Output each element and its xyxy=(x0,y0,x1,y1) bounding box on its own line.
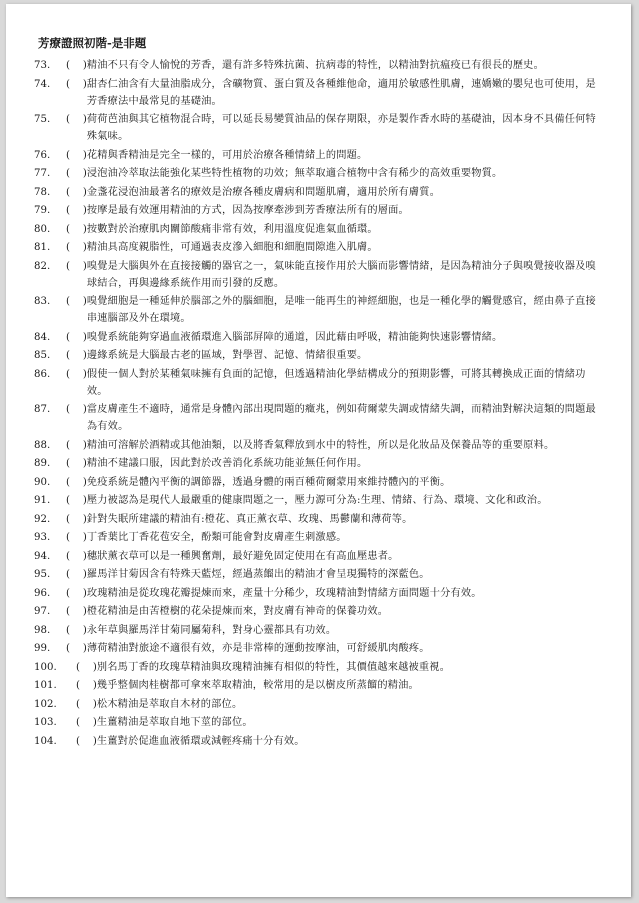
question-text: 嗅覺系統能夠穿過血液循環進入腦部屏障的通道，因此藉由呼吸，精油能夠快速影響情緒。 xyxy=(86,331,503,343)
answer-blank: ( ) xyxy=(66,404,87,415)
question-item xyxy=(34,437,601,454)
answer-blank: ( ) xyxy=(66,296,87,307)
question-number: 83. xyxy=(34,296,51,307)
answer-blank: ( ) xyxy=(66,60,87,71)
question-number: 103. xyxy=(34,717,57,728)
question-number: 95. xyxy=(34,569,51,580)
question-item xyxy=(34,696,601,713)
question-item xyxy=(34,529,601,546)
answer-blank: ( ) xyxy=(76,735,97,747)
question-text: 精油不建議口服，因此對於改善消化系統功能並無任何作用。 xyxy=(86,458,368,469)
question-item xyxy=(34,76,601,110)
question-text: 薄荷精油對旅途不適很有效，亦是非常棒的運動按摩油，可舒緩肌肉酸疼。 xyxy=(86,643,430,654)
answer-blank: ( ) xyxy=(66,606,87,617)
question-text: 羅馬洋甘菊因含有特殊天藍烴，經過蒸餾出的精油才會呈現獨特的深藍色。 xyxy=(86,569,430,580)
question-text: 精油不只有令人愉悅的芳香，還有許多特殊抗菌、抗病毒的特性，以精油對抗瘟疫已有很長的歷史。 xyxy=(86,60,544,71)
question-number: 97. xyxy=(34,606,51,617)
answer-blank: ( ) xyxy=(66,624,87,636)
question-item xyxy=(34,221,601,238)
answer-blank: ( ) xyxy=(66,149,87,161)
question-number: 84. xyxy=(34,331,51,343)
question-text: 永年草與羅馬洋甘菊同屬菊科，對身心靈都具有功效。 xyxy=(86,624,337,636)
question-number: 89. xyxy=(34,458,51,469)
answer-blank: ( ) xyxy=(66,168,87,179)
question-item xyxy=(34,733,601,750)
answer-blank: ( ) xyxy=(76,717,97,728)
question-text: 按數對於治療肌肉關節酸痛非常有效，利用溫度促進氣血循環。 xyxy=(86,223,378,235)
question-text: 松木精油是萃取自木材的部位。 xyxy=(96,698,243,710)
question-item xyxy=(34,366,601,400)
question-text: 按摩是最有效運用精油的方式，因為按摩牽涉到芳香療法所有的層面。 xyxy=(86,205,409,216)
document-title: 芳療證照初階-是非題 xyxy=(38,36,147,50)
answer-blank: ( ) xyxy=(66,205,87,216)
question-number: 85. xyxy=(34,350,51,361)
question-item xyxy=(34,184,601,201)
question-item xyxy=(34,401,601,435)
question-item xyxy=(34,111,601,145)
question-item xyxy=(34,659,601,676)
question-text: 穗狀薰衣草可以是一種興奮劑，最好避免固定使用在有高血壓患者。 xyxy=(86,550,399,562)
question-text: 浸泡油冷萃取法能強化某些特性植物的功效；無萃取適合植物中含有稀少的高效重要物質。 xyxy=(86,168,503,179)
question-text: 精油具高度親脂性，可通過表皮滲入細胞和細胞間隙進入肌膚。 xyxy=(86,242,378,253)
question-item xyxy=(34,455,601,472)
question-number: 80. xyxy=(34,223,51,235)
question-text: 生薑對於促進血液循環或減輕疼痛十分有效。 xyxy=(96,735,305,747)
question-number: 87. xyxy=(34,404,51,415)
question-number: 86. xyxy=(34,368,51,380)
question-text: 生薑精油是萃取自地下莖的部位。 xyxy=(96,717,253,728)
question-item xyxy=(34,293,601,327)
question-number: 78. xyxy=(34,186,51,198)
answer-blank: ( ) xyxy=(66,368,87,380)
question-text: 假使一個人對於某種氣味擁有負面的記憶，但透過精油化學結構成分的預期影響，可將其轉換成正面的情緒功效。 xyxy=(86,368,586,397)
document-page xyxy=(6,4,631,897)
question-number: 73. xyxy=(34,60,51,71)
question-list xyxy=(34,57,601,750)
answer-blank: ( ) xyxy=(66,643,87,654)
answer-blank: ( ) xyxy=(66,223,87,235)
question-text: 別名馬丁香的玫瑰草精油與玫瑰精油擁有相似的特性，其價值越來越被重視。 xyxy=(96,661,451,673)
question-item xyxy=(34,548,601,565)
question-number: 99. xyxy=(34,643,51,654)
question-text: 免疫系統是體內平衡的調節器，透過身體的兩百種荷爾蒙用來維持體內的平衡。 xyxy=(86,476,451,488)
question-number: 96. xyxy=(34,587,51,599)
question-text: 甜杏仁油含有大量油脂成分，含礦物質、蛋白質及各種維他命，適用於敏感性肌膚，連嬌嫩的嬰兒也可使用，是芳香療法中最常見的基礎油。 xyxy=(86,78,596,107)
question-number: 74. xyxy=(34,78,51,90)
question-item xyxy=(34,347,601,364)
question-number: 82. xyxy=(34,260,51,272)
answer-blank: ( ) xyxy=(66,587,87,599)
question-text: 精油可溶解於酒精或其他油類，以及將香氣釋放到水中的特性，所以是化妝品及保養品等的重要原料。 xyxy=(86,439,555,451)
question-number: 81. xyxy=(34,242,51,253)
question-text: 花精與香精油是完全一樣的，可用於治療各種情緒上的問題。 xyxy=(86,149,368,161)
question-text: 丁香葉比丁香花苞安全，酚類可能會對皮膚產生刺激感。 xyxy=(86,532,347,543)
question-text: 壓力被認為是現代人最嚴重的健康問題之一，壓力源可分為:生理、情緒、行為、環境、文化和政治。 xyxy=(86,495,548,506)
question-item xyxy=(34,511,601,528)
question-number: 88. xyxy=(34,439,51,451)
question-item xyxy=(34,714,601,731)
question-item xyxy=(34,603,601,620)
answer-blank: ( ) xyxy=(66,439,87,451)
answer-blank: ( ) xyxy=(76,680,97,691)
question-number: 75. xyxy=(34,114,51,125)
question-item xyxy=(34,258,601,292)
question-number: 102. xyxy=(34,698,57,710)
answer-blank: ( ) xyxy=(66,260,87,272)
answer-blank: ( ) xyxy=(76,661,97,673)
question-text: 嗅覺是大腦與外在直接接觸的器官之一，氣味能直接作用於大腦而影響情緒，是因為精油分子與嗅覺接收器及嗅球結合，再與邊緣系統作用而引發的反應。 xyxy=(86,260,596,289)
question-number: 76. xyxy=(34,149,51,161)
question-item xyxy=(34,640,601,657)
question-text: 幾乎整個肉桂樹都可拿來萃取精油，較常用的是以樹皮所蒸餾的精油。 xyxy=(96,680,419,691)
question-number: 93. xyxy=(34,532,51,543)
question-text: 金盞花浸泡油最著名的療效是治療各種皮膚病和問題肌膚，適用於所有膚質。 xyxy=(86,186,441,198)
question-number: 98. xyxy=(34,624,51,636)
question-item xyxy=(34,492,601,509)
answer-blank: ( ) xyxy=(66,331,87,343)
question-item xyxy=(34,677,601,694)
question-number: 92. xyxy=(34,513,51,525)
question-item xyxy=(34,474,601,491)
question-text: 嗅覺細胞是一種延伸於腦部之外的腦細胞，是唯一能再生的神經細胞，也是一種化學的觸覺感官，經由鼻子直接串連腦部及外在環境。 xyxy=(86,296,596,324)
question-item xyxy=(34,622,601,639)
question-number: 90. xyxy=(34,476,51,488)
question-number: 104. xyxy=(34,735,57,747)
answer-blank: ( ) xyxy=(66,476,87,488)
question-number: 91. xyxy=(34,495,51,506)
question-number: 94. xyxy=(34,550,51,562)
answer-blank: ( ) xyxy=(66,186,87,198)
question-item xyxy=(34,585,601,602)
question-text: 橙花精油是由苦橙樹的花朵提煉而來，對皮膚有神奇的保養功效。 xyxy=(86,606,389,617)
answer-blank: ( ) xyxy=(66,458,87,469)
answer-blank: ( ) xyxy=(66,513,87,525)
question-item xyxy=(34,239,601,256)
question-item xyxy=(34,147,601,164)
question-item xyxy=(34,165,601,182)
answer-blank: ( ) xyxy=(66,350,87,361)
answer-blank: ( ) xyxy=(66,78,87,90)
answer-blank: ( ) xyxy=(66,495,87,506)
answer-blank: ( ) xyxy=(76,698,97,710)
answer-blank: ( ) xyxy=(66,569,87,580)
question-item xyxy=(34,566,601,583)
question-number: 101. xyxy=(34,680,57,691)
question-number: 79. xyxy=(34,205,51,216)
question-text: 邊緣系統是大腦最古老的區域，對學習、記憶、情緒很重要。 xyxy=(86,350,368,361)
question-text: 玫瑰精油是從玫瑰花瓣提煉而來，產量十分稀少，玫瑰精油對情緒方面問題十分有效。 xyxy=(86,587,482,599)
answer-blank: ( ) xyxy=(66,550,87,562)
question-item xyxy=(34,202,601,219)
question-text: 荷荷芭油與其它植物混合時，可以延長易變質油品的保存期限，亦是製作香水時的基礎油，因本身不具備任何特殊氣味。 xyxy=(86,114,596,142)
question-number: 77. xyxy=(34,168,51,179)
answer-blank: ( ) xyxy=(66,114,87,125)
question-number: 100. xyxy=(34,661,57,673)
answer-blank: ( ) xyxy=(66,532,87,543)
question-text: 針對失眠所建議的精油有:橙花、真正薰衣草、玫瑰、馬鬱蘭和薄荷等。 xyxy=(86,513,413,525)
question-text: 當皮膚產生不適時，通常是身體內部出現問題的癥兆，例如荷爾蒙失調或情緒失調，而精油對解決這類的問題最為有效。 xyxy=(86,404,596,432)
question-item xyxy=(34,329,601,346)
answer-blank: ( ) xyxy=(66,242,87,253)
question-item xyxy=(34,57,601,74)
